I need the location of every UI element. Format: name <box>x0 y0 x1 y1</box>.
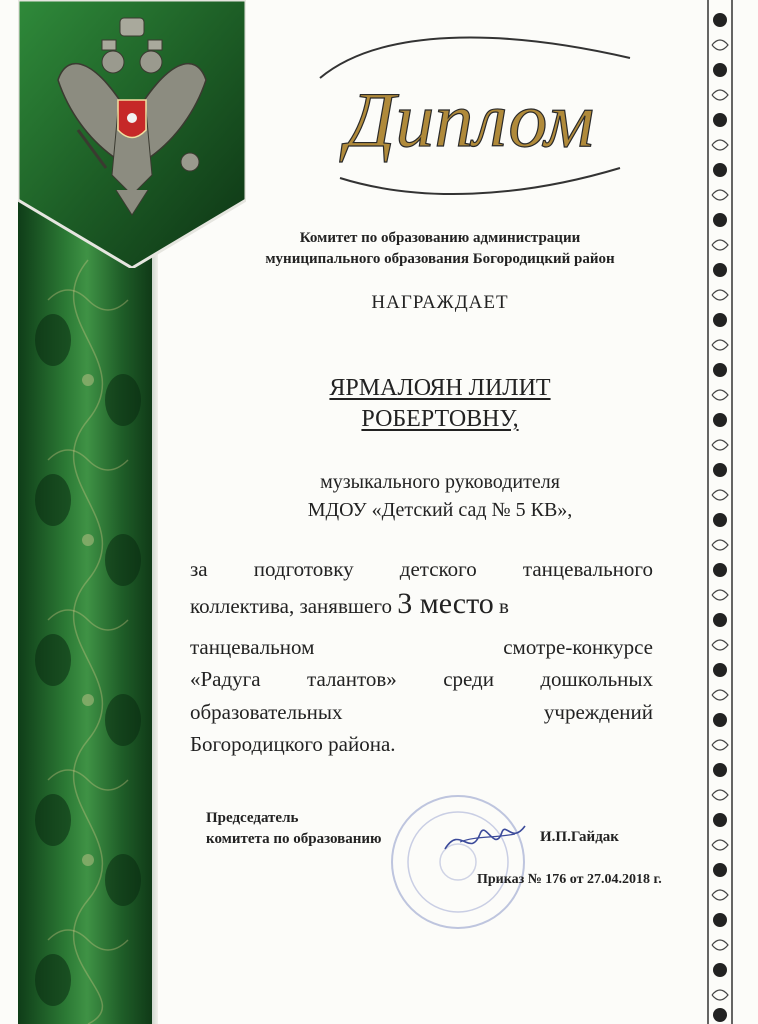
position-line-2: МДОУ «Детский сад № 5 КВ», <box>307 499 573 521</box>
position-line-1: музыкального руководителя <box>320 471 560 493</box>
title-text: Диплом <box>345 76 595 163</box>
signatory-title-line-2: комитета по образованию <box>206 831 382 847</box>
reason-line-5: образовательных учреждений <box>190 700 653 724</box>
right-ornamental-border <box>702 0 738 1024</box>
issuer-line-1: Комитет по образованию администрации <box>299 230 581 246</box>
signatory-title-line-1: Председатель <box>206 810 299 826</box>
reason-line-2-end: в <box>499 594 509 618</box>
awardee-name-line-2: РОБЕРТОВНУ, <box>361 406 519 432</box>
awardee-name <box>190 373 690 435</box>
signature-icon <box>440 814 530 864</box>
order-reference: Приказ № 176 от 27.04.2018 г. <box>477 872 662 887</box>
awardee-name-line-1: ЯРМАЛОЯН ЛИЛИТ <box>329 375 551 401</box>
reason-line-3: танцевальном смотре-конкурсе <box>190 635 653 659</box>
reason-line-6: Богородицкого района. <box>190 732 396 756</box>
place-text: 3 место <box>397 587 494 620</box>
diploma-title <box>300 18 640 208</box>
reason-line-2 <box>190 587 653 620</box>
awardee-position <box>190 468 690 524</box>
reason-line-4: «Радуга талантов» среди дошкольных <box>190 667 653 691</box>
signatory-name: И.П.Гайдак <box>540 829 619 845</box>
reason-line-2-start: коллектива, занявшего <box>190 594 392 618</box>
awards-heading: НАГРАЖДАЕТ <box>371 292 509 313</box>
issuer-line-2: муниципального образования Богородицкий район <box>265 251 615 267</box>
issuer-block <box>190 228 690 270</box>
reason-line-1: за подготовку детского танцевального <box>190 557 653 581</box>
signatory-title <box>206 808 382 850</box>
